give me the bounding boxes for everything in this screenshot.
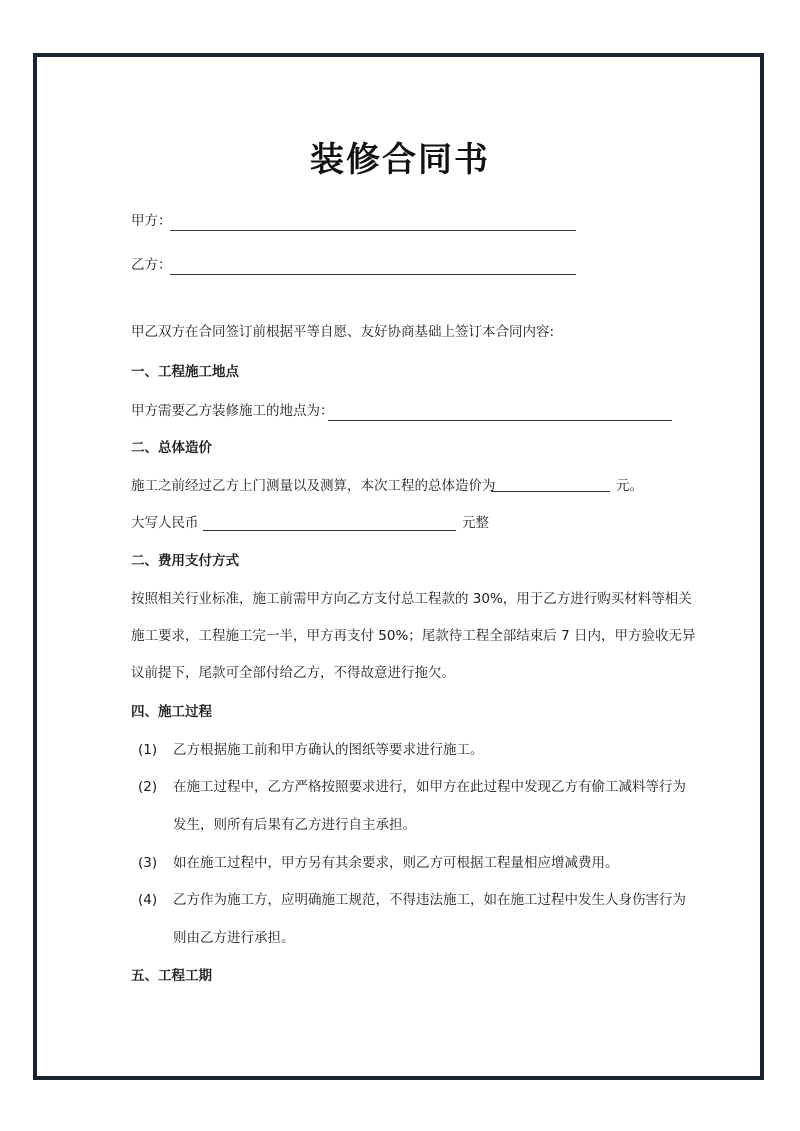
section3-line: 按照相关行业标准，施工前需甲方向乙方支付总工程款的 30%，用于乙方进行购买材料等相关 [131,591,692,607]
capital-amount-blank[interactable] [203,530,456,531]
party-a-label: 甲方： [131,213,172,229]
section1-heading: 一、工程施工地点 [131,364,239,380]
location-blank[interactable] [328,420,672,421]
party-a-blank[interactable] [170,230,576,231]
list-item-text: 乙方根据施工前和甲方确认的图纸等要求进行施工。 [173,742,484,758]
list-item-text: 发生，则所有后果有乙方进行自主承担。 [173,817,416,833]
list-item-text: 乙方作为施工方，应明确施工规范，不得违法施工，如在施工过程中发生人身伤害行为 [173,892,686,908]
capital-label: 大写人民币 [131,515,199,531]
section4-heading: 四、施工过程 [131,704,212,720]
section1-text: 甲方需要乙方装修施工的地点为： [131,403,334,419]
section3-line: 施工要求，工程施工完一半，甲方再支付 50%；尾款待工程全部结束后 7 日内，甲方验收无异 [131,628,696,644]
list-item-number: (2) [138,779,158,795]
total-price-blank[interactable] [491,491,610,492]
section2-heading: 二、总体造价 [131,440,212,456]
document-title: 装修合同书 [310,140,490,180]
party-b-label: 乙方： [131,257,172,273]
section2-unit: 元。 [616,478,643,494]
list-item-text: 则由乙方进行承担。 [173,930,295,946]
party-b-blank[interactable] [170,274,576,275]
section3-heading: 二、费用支付方式 [131,553,239,569]
intro-text: 甲乙双方在合同签订前根据平等自愿、友好协商基础上签订本合同内容: [131,324,555,340]
list-item-number: (3) [138,855,158,871]
section5-heading: 五、工程工期 [131,968,212,984]
list-item-text: 在施工过程中，乙方严格按照要求进行，如甲方在此过程中发现乙方有偷工减料等行为 [173,779,686,795]
list-item-text: 如在施工过程中，甲方另有其余要求，则乙方可根据工程量相应增减费用。 [173,855,619,871]
list-item-number: (4) [138,892,158,908]
section2-text: 施工之前经过乙方上门测量以及测算，本次工程的总体造价为 [131,478,496,494]
capital-unit: 元整 [462,515,489,531]
section3-line: 议前提下，尾款可全部付给乙方，不得故意进行拖欠。 [131,665,455,681]
list-item-number: (1) [138,742,158,758]
